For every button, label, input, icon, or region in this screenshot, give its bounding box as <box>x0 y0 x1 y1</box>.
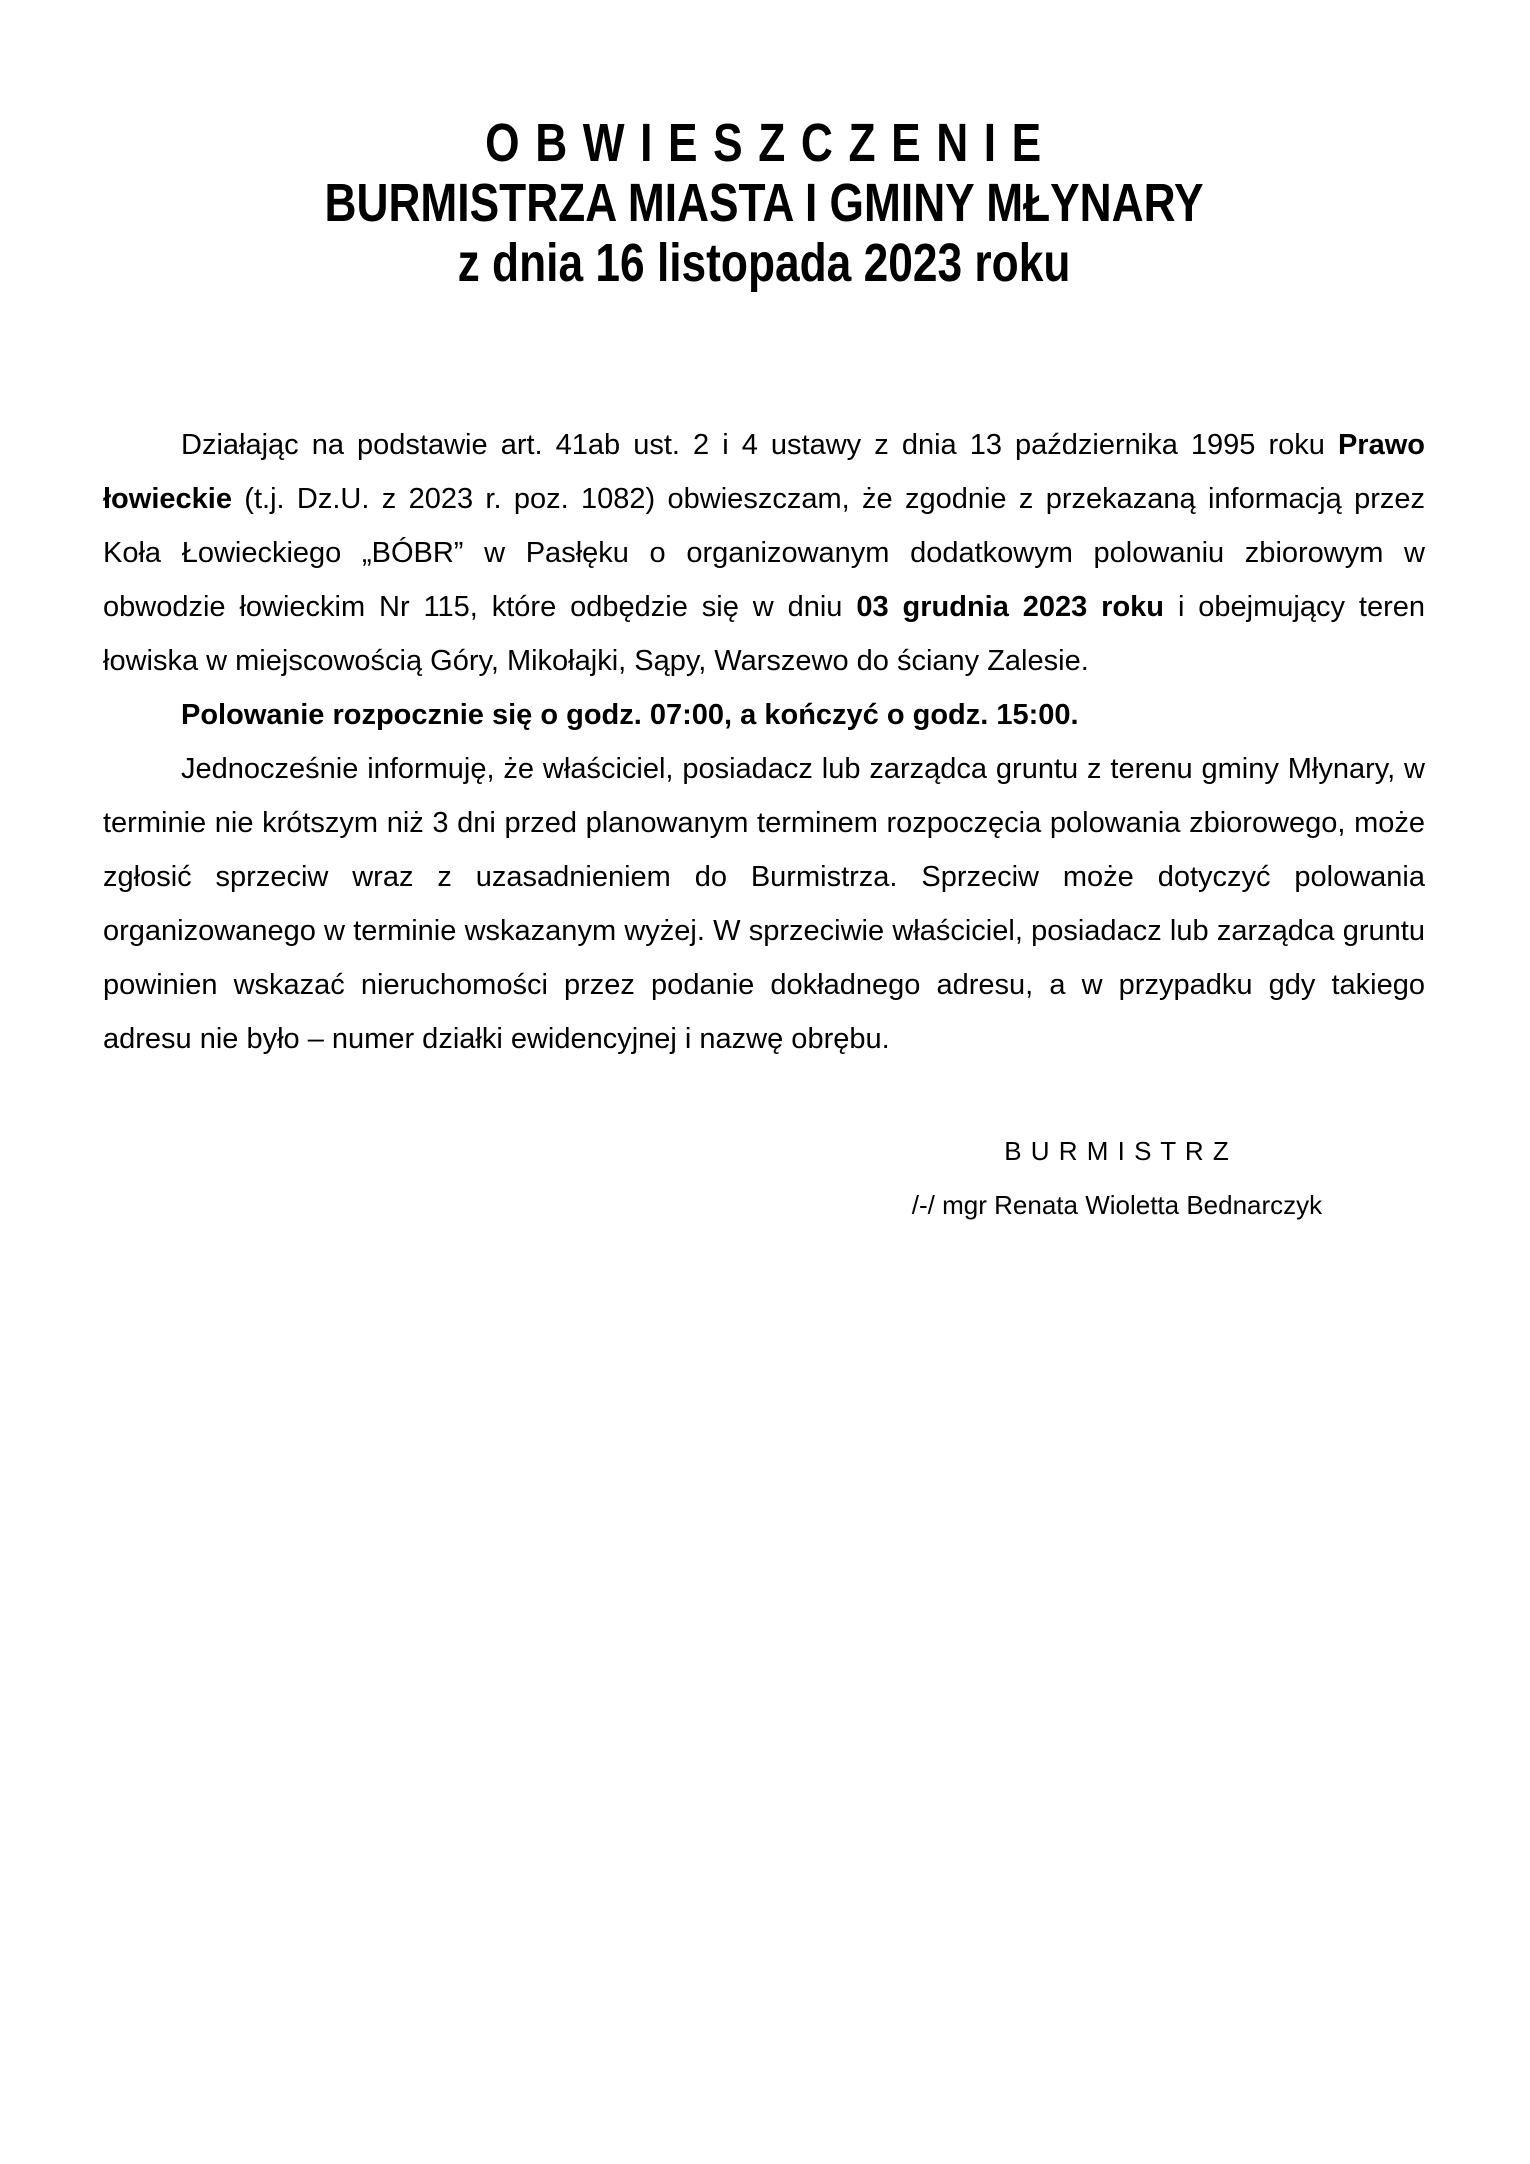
document-title-block <box>222 113 1306 293</box>
legal-basis-text-2: (t.j. Dz.U. z 2023 r. poz. 1082) obwieszczam, że zgodnie z przekazaną informacją przez Koła Łowieckiego „BÓBR” w Pasłęku o organizowanym dodatkowym polowaniu zbiorowym w obwodzie łowieckim Nr 115, które odbędzie się w dniu <box>103 483 1425 623</box>
paragraph-legal-basis <box>103 418 1425 688</box>
signature-name: /-/ mgr Renata Wioletta Bednarczyk <box>911 1190 1323 1220</box>
title-date: z dnia 16 listopada 2023 roku <box>457 233 1071 293</box>
signature-block <box>837 1124 1397 1232</box>
signature-role: B U R M I S T R Z <box>1004 1136 1230 1166</box>
title-announcement: O B W I E S Z C Z E N I E <box>485 113 1043 173</box>
paragraph-hunt-hours: Polowanie rozpocznie się o godz. 07:00, a kończyć o godz. 15:00. <box>181 699 1079 731</box>
legal-basis-text-1: Działając na podstawie art. 41ab ust. 2 i 4 ustawy z dnia 13 października 1995 roku <box>181 429 1338 461</box>
document-body <box>103 418 1425 1066</box>
paragraph-objection-info: Jednocześnie informuję, że właściciel, posiadacz lub zarządca gruntu z terenu gminy Młynary, w terminie nie krótszym niż 3 dni przed planowanym terminem rozpoczęcia polowania zbiorowego, może zgłosić sprzeciw wraz z uzasadnieniem do Burmistrza. Sprzeciw może dotyczyć polowania organizowanego w terminie wskazanym wyżej. W sprzeciwie właściciel, posiadacz lub zarządca gruntu powinien wskazać nieruchomości przez podanie dokładnego adresu, a w przypadku gdy takiego adresu nie było – numer działki ewidencyjnej i nazwę obrębu. <box>103 753 1425 1055</box>
legal-basis-bold-law-name: Prawo łowieckie <box>103 429 1425 515</box>
title-issuer: BURMISTRZA MIASTA I GMINY MŁYNARY <box>324 173 1204 233</box>
legal-basis-bold-hunt-date: 03 grudnia 2023 roku <box>856 591 1165 623</box>
legal-basis-text-3: i obejmujący teren łowiska w miejscowością Góry, Mikołajki, Sąpy, Warszewo do ściany Zalesie. <box>103 591 1425 677</box>
